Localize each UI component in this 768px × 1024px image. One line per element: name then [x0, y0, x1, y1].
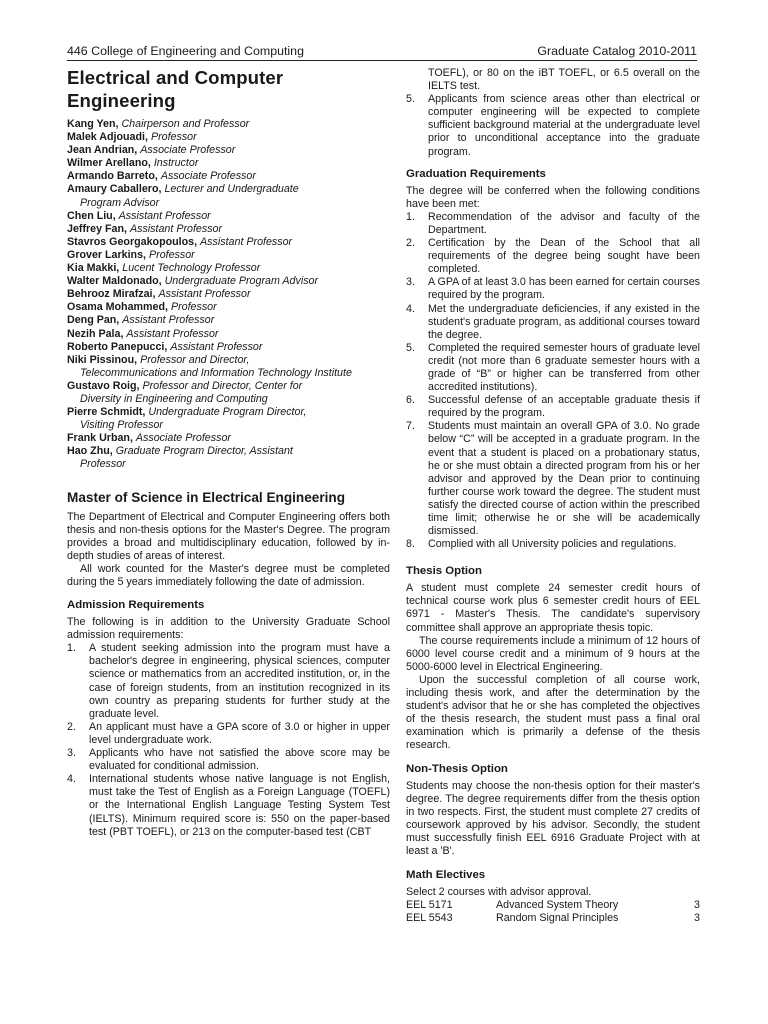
list-item-number: 2.: [406, 237, 415, 250]
course-credits: 3: [694, 912, 700, 925]
list-item-number: 5.: [406, 341, 415, 354]
course-name: Advanced System Theory: [496, 899, 619, 912]
faculty-entry: [67, 183, 390, 209]
ms-paragraph-2: All work counted for the Master's degree must be completed during the 5 years immediately following the date of admission.: [67, 562, 390, 588]
list-item: [406, 237, 700, 276]
list-item: [406, 342, 700, 394]
faculty-entry: [67, 170, 390, 183]
faculty-entry: [67, 328, 390, 341]
faculty-role: Assistant Professor: [122, 314, 215, 327]
list-item: [67, 642, 390, 721]
faculty-role: Chairperson and Professor: [121, 118, 250, 130]
list-item-text: Certification by the Dean of the School that all requirements of the degree being sought have been completed.: [428, 237, 700, 276]
course-code: EEL 5543: [406, 912, 453, 925]
admission-continued: TOEFL), or 80 on the iBT TOEFL, or 6.5 overall on the IELTS test.: [428, 67, 700, 93]
faculty-entry: [67, 262, 390, 275]
faculty-role-continued: Diversity in Engineering and Computing: [80, 392, 268, 405]
faculty-role-continued: Visiting Professor: [80, 419, 163, 432]
right-column: [406, 67, 700, 925]
faculty-role: Undergraduate Program Director,: [148, 406, 307, 419]
faculty-role: Professor and Director, Center for: [142, 379, 303, 392]
faculty-role: Lecturer and Undergraduate: [164, 183, 299, 196]
left-column: [67, 66, 390, 839]
faculty-name: Grover Larkins,: [67, 248, 147, 261]
faculty-name: Deng Pan,: [67, 314, 120, 327]
course-credits: 3: [694, 899, 700, 912]
admission-list-continued: [406, 93, 700, 158]
faculty-role-continued: Telecommunications and Information Technology Institute: [80, 366, 352, 379]
faculty-role-continued: Professor: [80, 458, 126, 471]
thesis-paragraph-2: The course requirements include a minimum of 12 hours of 6000 level course credit and a minimum of 9 hours at the 5000-6000 level in Electrical Engineering.: [406, 634, 700, 673]
graduation-intro: The degree will be conferred when the following conditions have been met:: [406, 184, 700, 210]
faculty-name: Jeffrey Fan,: [67, 222, 127, 235]
faculty-role: Professor: [170, 301, 217, 314]
faculty-role: Associate Professor: [160, 170, 256, 183]
list-item-number: 8.: [406, 538, 415, 551]
faculty-role: Assistant Professor: [170, 340, 263, 353]
list-item-text: Applicants who have not satisfied the above score may be evaluated for conditional admission.: [89, 747, 390, 773]
course-code: EEL 5171: [406, 899, 453, 912]
thesis-paragraph-3: Upon the successful completion of all course work, including thesis work, and after the determination by the student's advisor that he or she has completed the objectives of the thesis research, the student must pass a final oral examination which is primarily a defense of the thesis research.: [406, 673, 700, 752]
list-item: [406, 276, 700, 302]
list-item: [67, 747, 390, 773]
list-item-number: 3.: [67, 747, 76, 760]
faculty-entry: [67, 406, 390, 432]
faculty-entry: [67, 341, 390, 354]
list-item-text: Met the undergraduate deficiencies, if any existed in the student's graduate program, as additional courses toward the degree.: [428, 302, 700, 341]
math-courses-table: [406, 899, 700, 925]
faculty-role: Associate Professor: [140, 144, 236, 157]
faculty-role: Lucent Technology Professor: [122, 262, 261, 275]
list-item: [406, 303, 700, 342]
faculty-role-continued: Program Advisor: [80, 196, 160, 209]
faculty-role: Undergraduate Program Advisor: [164, 275, 319, 288]
faculty-name: Niki Pissinou,: [67, 353, 138, 366]
faculty-entry: [67, 223, 390, 236]
faculty-name: Hao Zhu,: [67, 445, 113, 458]
faculty-name: Kang Yen,: [67, 118, 119, 130]
list-item-text: Completed the required semester hours of graduate level credit (not more than 6 graduate semester hours with a grade of “B” or higher can be transferred from other accredited institutions).: [428, 341, 700, 394]
faculty-name: Pierre Schmidt,: [67, 406, 146, 419]
faculty-role: Assistant Professor: [118, 209, 211, 222]
faculty-name: Behrooz Mirafzai,: [67, 288, 156, 301]
nonthesis-paragraph: Students may choose the non-thesis option for their master's degree. The degree requirements differ from the thesis option in two respects. First, the student must complete 27 credits of coursework approved by his advisor. Secondly, the student must successfully finish EEL 6916 Graduate Project with at least a 'B'.: [406, 779, 700, 857]
faculty-entry: [67, 314, 390, 327]
list-item-number: 4.: [67, 773, 76, 786]
faculty-entry: [67, 236, 390, 249]
faculty-role: Assistant Professor: [129, 222, 223, 235]
ms-heading: Master of Science in Electrical Engineering: [67, 489, 346, 505]
faculty-entry: [67, 118, 390, 131]
page-header: [67, 44, 697, 61]
faculty-list: [67, 118, 390, 472]
list-item: [406, 538, 700, 551]
list-item-text: Applicants from science areas other than electrical or computer engineering will be expected to complete sufficient background material at the undergraduate level prior to unconditional acceptance into the graduate program.: [428, 93, 700, 158]
list-item-text: An applicant must have a GPA score of 3.0 or higher in upper level undergraduate work.: [89, 720, 390, 746]
faculty-name: Wilmer Arellano,: [67, 157, 151, 170]
list-item-text: Students must maintain an overall GPA of 3.0. No grade below “C” will be accepted in a graduate program. In the event that a student is placed on a probationary status, he or she must obtain a directed program from his or her advisor and approved by the Dean prior to continuing further course work toward the degree. The student must satisfy the directed course of action within the prescribed time limit; otherwise he or she will be academically dismissed.: [428, 420, 700, 538]
faculty-entry: [67, 131, 390, 144]
faculty-entry: [67, 288, 390, 301]
course-row: [406, 912, 700, 925]
list-item-text: A student seeking admission into the program must have a bachelor's degree in engineering, physical sciences, computer science or mathematics from an accredited institution, or, in the case of foreign students, from an institution recognized in its own country as preparing students for further study at the graduate level.: [89, 642, 390, 720]
faculty-entry: [67, 210, 390, 223]
faculty-name: Osama Mohammed,: [67, 301, 168, 314]
faculty-name: Nezih Pala,: [67, 327, 124, 340]
faculty-name: Chen Liu,: [67, 209, 116, 222]
admission-list: [67, 642, 390, 838]
faculty-name: Amaury Caballero,: [67, 183, 162, 196]
faculty-role: Assistant Professor: [126, 327, 219, 340]
page-header-right: Graduate Catalog 2010-2011: [537, 44, 697, 58]
faculty-role: Graduate Program Director, Assistant: [115, 445, 293, 458]
faculty-entry: [67, 432, 390, 445]
faculty-name: Kia Makki,: [67, 262, 120, 275]
faculty-role: Assistant Professor: [200, 235, 293, 248]
thesis-paragraph-1: A student must complete 24 semester credit hours of technical course work plus 6 semester credit hours of EEL 6971 - Master's Thesis. The candidate's supervisory committee shall approve an appropriate thesis topic.: [406, 582, 700, 634]
faculty-entry: [67, 157, 390, 170]
faculty-role: Associate Professor: [135, 432, 231, 445]
list-item: [67, 721, 390, 747]
list-item-text: Successful defense of an acceptable graduate thesis if required by the program.: [428, 394, 700, 420]
faculty-name: Malek Adjouadi,: [67, 131, 148, 144]
faculty-entry: [67, 275, 390, 288]
faculty-name: Frank Urban,: [67, 432, 133, 445]
faculty-name: Jean Andrian,: [67, 144, 138, 157]
list-item-number: 2.: [67, 720, 76, 733]
faculty-name: Armando Barreto,: [67, 170, 158, 183]
admission-heading: Admission Requirements: [67, 599, 205, 612]
graduation-list: [406, 211, 700, 551]
faculty-role: Professor: [149, 248, 195, 261]
faculty-entry: [67, 144, 390, 157]
nonthesis-heading: Non-Thesis Option: [406, 762, 508, 775]
list-item-text: Complied with all University policies and regulations.: [428, 538, 677, 551]
page-title: Electrical and Computer Engineering: [67, 67, 284, 111]
graduation-heading: Graduation Requirements: [406, 167, 546, 180]
math-electives-heading: Math Electives: [406, 869, 486, 882]
list-item: [406, 420, 700, 538]
faculty-name: Walter Maldonado,: [67, 275, 162, 288]
faculty-entry: [67, 380, 390, 406]
faculty-entry: [67, 445, 390, 471]
list-item-number: 4.: [406, 302, 415, 315]
faculty-name: Gustavo Roig,: [67, 379, 140, 392]
list-item-text: A GPA of at least 3.0 has been earned for certain courses required by the program.: [428, 276, 700, 302]
list-item-number: 6.: [406, 394, 415, 407]
admission-intro: The following is in addition to the University Graduate School admission requirements:: [67, 616, 390, 642]
course-name: Random Signal Principles: [496, 912, 619, 925]
list-item-number: 7.: [406, 420, 415, 433]
list-item-number: 3.: [406, 276, 415, 289]
list-item: [406, 394, 700, 420]
list-item-number: 1.: [67, 642, 76, 655]
faculty-role: Professor: [150, 131, 197, 144]
faculty-role: Professor and Director,: [140, 353, 250, 366]
page-header-left: 446 College of Engineering and Computing: [67, 44, 304, 58]
math-electives-intro: Select 2 courses with advisor approval.: [406, 886, 592, 899]
list-item: [406, 93, 700, 158]
faculty-name: Stavros Georgakopoulos,: [67, 235, 198, 248]
thesis-heading: Thesis Option: [406, 565, 482, 578]
faculty-role: Assistant Professor: [158, 288, 251, 301]
faculty-entry: [67, 301, 390, 314]
list-item-number: 1.: [406, 210, 415, 223]
faculty-name: Roberto Panepucci,: [67, 340, 168, 353]
faculty-entry: [67, 354, 390, 380]
course-row: [406, 899, 700, 912]
ms-paragraph-1: The Department of Electrical and Computer Engineering offers both thesis and non-thesis options for the Master's Degree. The program provides a broad and multidisciplinary education, followed by in-depth studies of areas of interest.: [67, 510, 390, 562]
list-item-text: Recommendation of the advisor and faculty of the Department.: [428, 210, 700, 236]
faculty-entry: [67, 249, 390, 262]
list-item-text: International students whose native language is not English, must take the Test of English as a Foreign Language (TOEFL) or the International English Language Testing System Test (IELTS). Minimum required score is: 550 on the paper-based test (PBT TOEFL), or 213 on the computer-based test (CBT: [89, 773, 390, 838]
list-item: [406, 211, 700, 237]
list-item: [67, 773, 390, 838]
list-item-number: 5.: [406, 93, 415, 106]
faculty-role: Instructor: [153, 157, 199, 170]
